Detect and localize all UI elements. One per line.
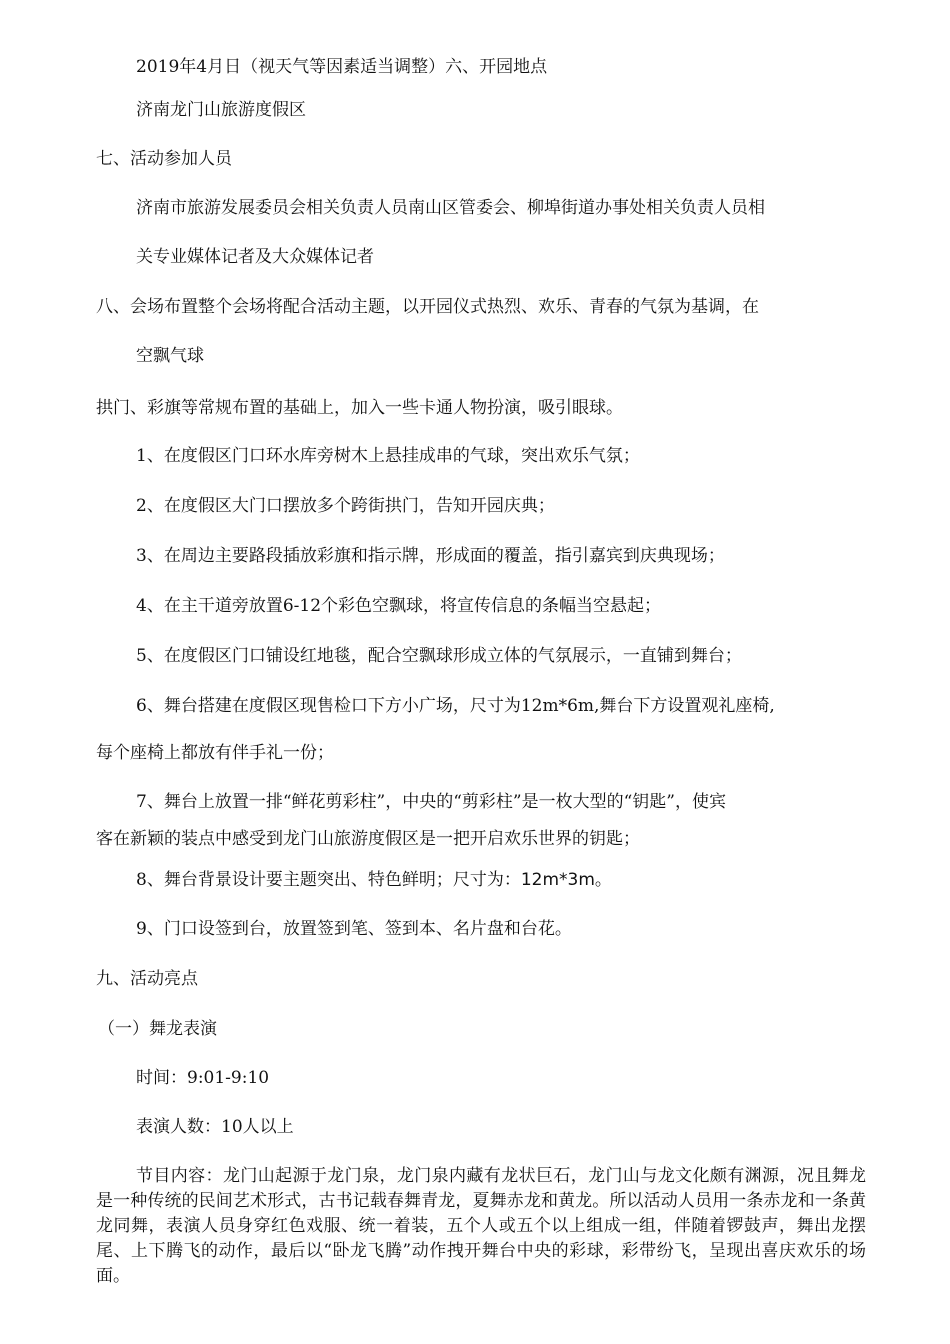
text-line-open-date: 2019年4月日（视天气等因素适当调整）六、开园地点 — [136, 57, 548, 77]
stage-size-value: 12m*3m。 — [520, 870, 612, 890]
list-item-5: 5、在度假区门口铺设红地毯，配合空飘球形成立体的气氛展示，一直铺到舞台； — [136, 646, 742, 666]
section-heading-highlights: 九、活动亮点 — [96, 969, 198, 989]
list-item-1: 1、在度假区门口环水库旁树木上悬挂成串的气球，突出欢乐气氛； — [136, 446, 640, 466]
list-item-9: 9、门口设签到台，放置签到笔、签到本、名片盘和台花。 — [136, 919, 572, 939]
list-item-8: 8、舞台背景设计要主题突出、特色鲜明；尺寸为：12m*3m。 — [136, 870, 612, 890]
text-line-participants-2: 关专业媒体记者及大众媒体记者 — [136, 247, 374, 267]
subsection-heading-dragon-dance: （一）舞龙表演 — [98, 1019, 217, 1039]
list-item-4: 4、在主干道旁放置6-12个彩色空飘球，将宣传信息的条幅当空悬起； — [136, 596, 662, 616]
list-item-6-continued: 每个座椅上都放有伴手礼一份； — [96, 743, 334, 763]
text-line-participants-1: 济南市旅游发展委员会相关负责人员南山区管委会、柳埠街道办事处相关负责人员相 — [136, 198, 765, 218]
text-line-performers: 表演人数：10人以上 — [136, 1117, 294, 1137]
list-item-7-continued: 客在新颖的装点中感受到龙门山旅游度假区是一把开启欢乐世界的钥匙； — [96, 829, 640, 849]
list-item-3: 3、在周边主要路段插放彩旗和指示牌，形成面的覆盖，指引嘉宾到庆典现场； — [136, 546, 725, 566]
paragraph-program-content: 节目内容：龙门山起源于龙门泉，龙门泉内藏有龙状巨石，龙门山与龙文化颇有渊源，况且舞龙是一种传统的民间艺术形式，古书记载春舞青龙，夏舞赤龙和黄龙。所以活动人员用一条赤龙和一条黄龙同舞，表演人员身穿红色戏服、统一着装，五个人或五个以上组成一组，伴随着锣鼓声，舞出龙摆尾、上下腾飞的动作，最后以“卧龙飞腾”动作拽开舞台中央的彩球，彩带纷飞，呈现出喜庆欢乐的场面。 — [96, 1166, 866, 1286]
list-item-7: 7、舞台上放置一排“鲜花剪彩柱”，中央的“剪彩柱”是一枚大型的“钥匙”，使宾 — [136, 792, 726, 812]
list-item-6: 6、舞台搭建在度假区现售检口下方小广场，尺寸为12m*6m,舞台下方设置观礼座椅, — [136, 696, 775, 716]
section-heading-participants: 七、活动参加人员 — [96, 149, 232, 169]
section-heading-venue-layout: 八、会场布置整个会场将配合活动主题，以开园仪式热烈、欢乐、青春的气氛为基调，在 — [96, 297, 759, 317]
text-line-location: 济南龙门山旅游度假区 — [136, 100, 306, 120]
text-line-arches: 拱门、彩旗等常规布置的基础上，加入一些卡通人物扮演，吸引眼球。 — [96, 398, 623, 418]
text-line-balloons: 空飘气球 — [136, 346, 204, 366]
text-line-time: 时间：9:01-9:10 — [136, 1068, 270, 1088]
list-item-2: 2、在度假区大门口摆放多个跨街拱门，告知开园庆典； — [136, 496, 555, 516]
